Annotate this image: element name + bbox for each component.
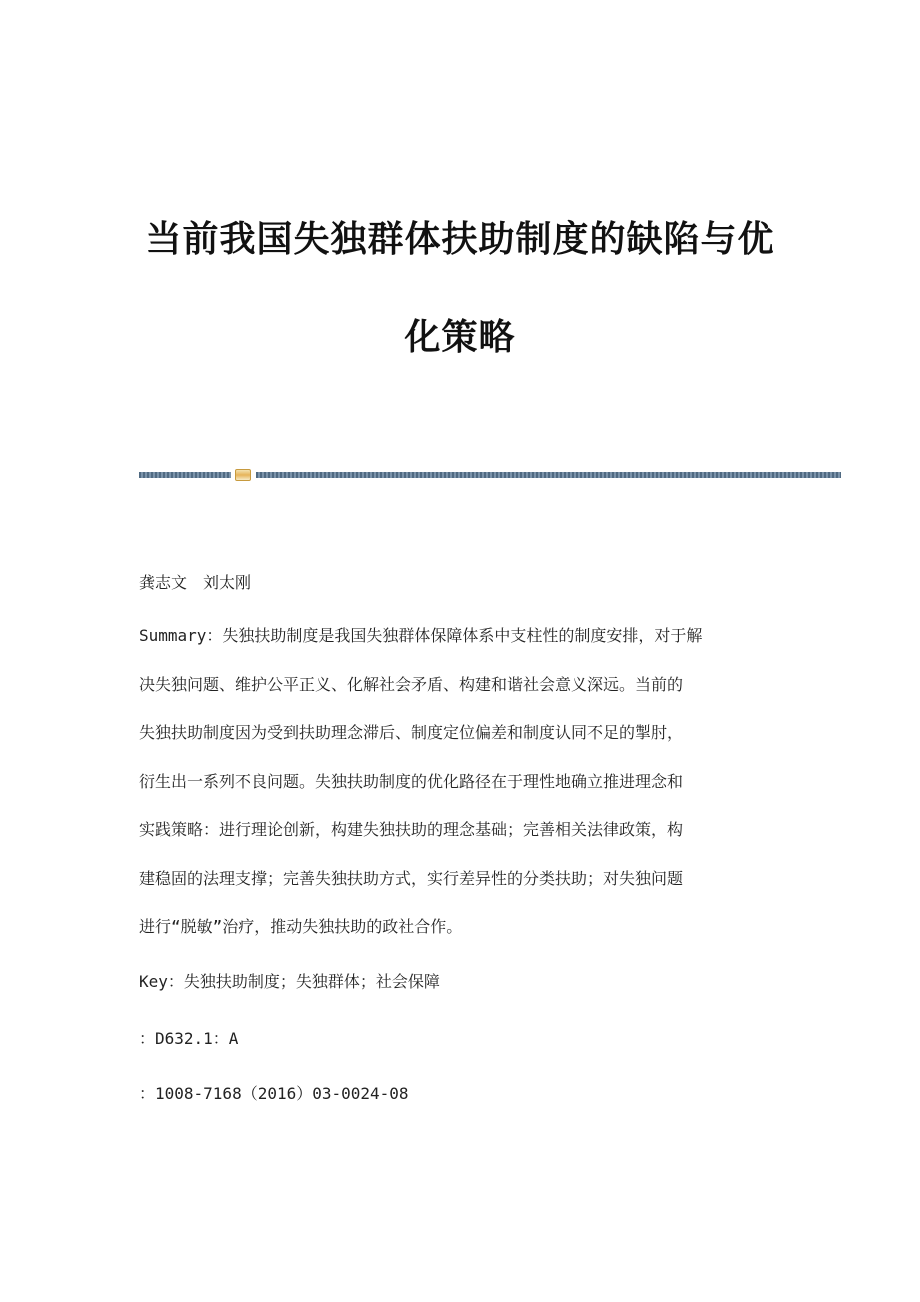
summary-line: 衍生出一系列不良问题。失独扶助制度的优化路径在于理性地确立推进理念和: [139, 771, 684, 791]
keywords: Key：失独扶助制度；失独群体；社会保障: [139, 972, 440, 991]
summary-line: 进行“脱敏”治疗，推动失独扶助的政社合作。: [139, 917, 463, 936]
summary-line: 决失独问题、维护公平正义、化解社会矛盾、构建和谐社会意义深远。当前的: [139, 674, 684, 694]
divider-ornament-icon: [235, 469, 251, 481]
divider-bar-left: [139, 472, 231, 478]
summary-line: 建稳固的法理支撑；完善失独扶助方式，实行差异性的分类扶助；对失独问题: [139, 868, 684, 888]
article-title-line-1: 当前我国失独群体扶助制度的缺陷与优: [145, 219, 775, 260]
issn-line: ：1008-7168（2016）03-0024-08: [139, 1084, 409, 1103]
summary-line: 失独扶助制度因为受到扶助理念滞后、制度定位偏差和制度认同不足的掣肘，: [139, 723, 684, 742]
authors: 龚志文 刘太刚: [139, 573, 252, 592]
title-divider: [139, 469, 841, 481]
summary-line: Summary：失独扶助制度是我国失独群体保障体系中支柱性的制度安排，对于解: [139, 626, 703, 645]
summary-line: 实践策略：进行理论创新，构建失独扶助的理念基础；完善相关法律政策，构: [139, 820, 684, 839]
classification-code: ：D632.1：A: [139, 1029, 239, 1048]
summary-paragraph: [139, 625, 779, 965]
divider-bar-right: [256, 472, 841, 478]
article-title-line-2: 化策略: [404, 317, 516, 358]
